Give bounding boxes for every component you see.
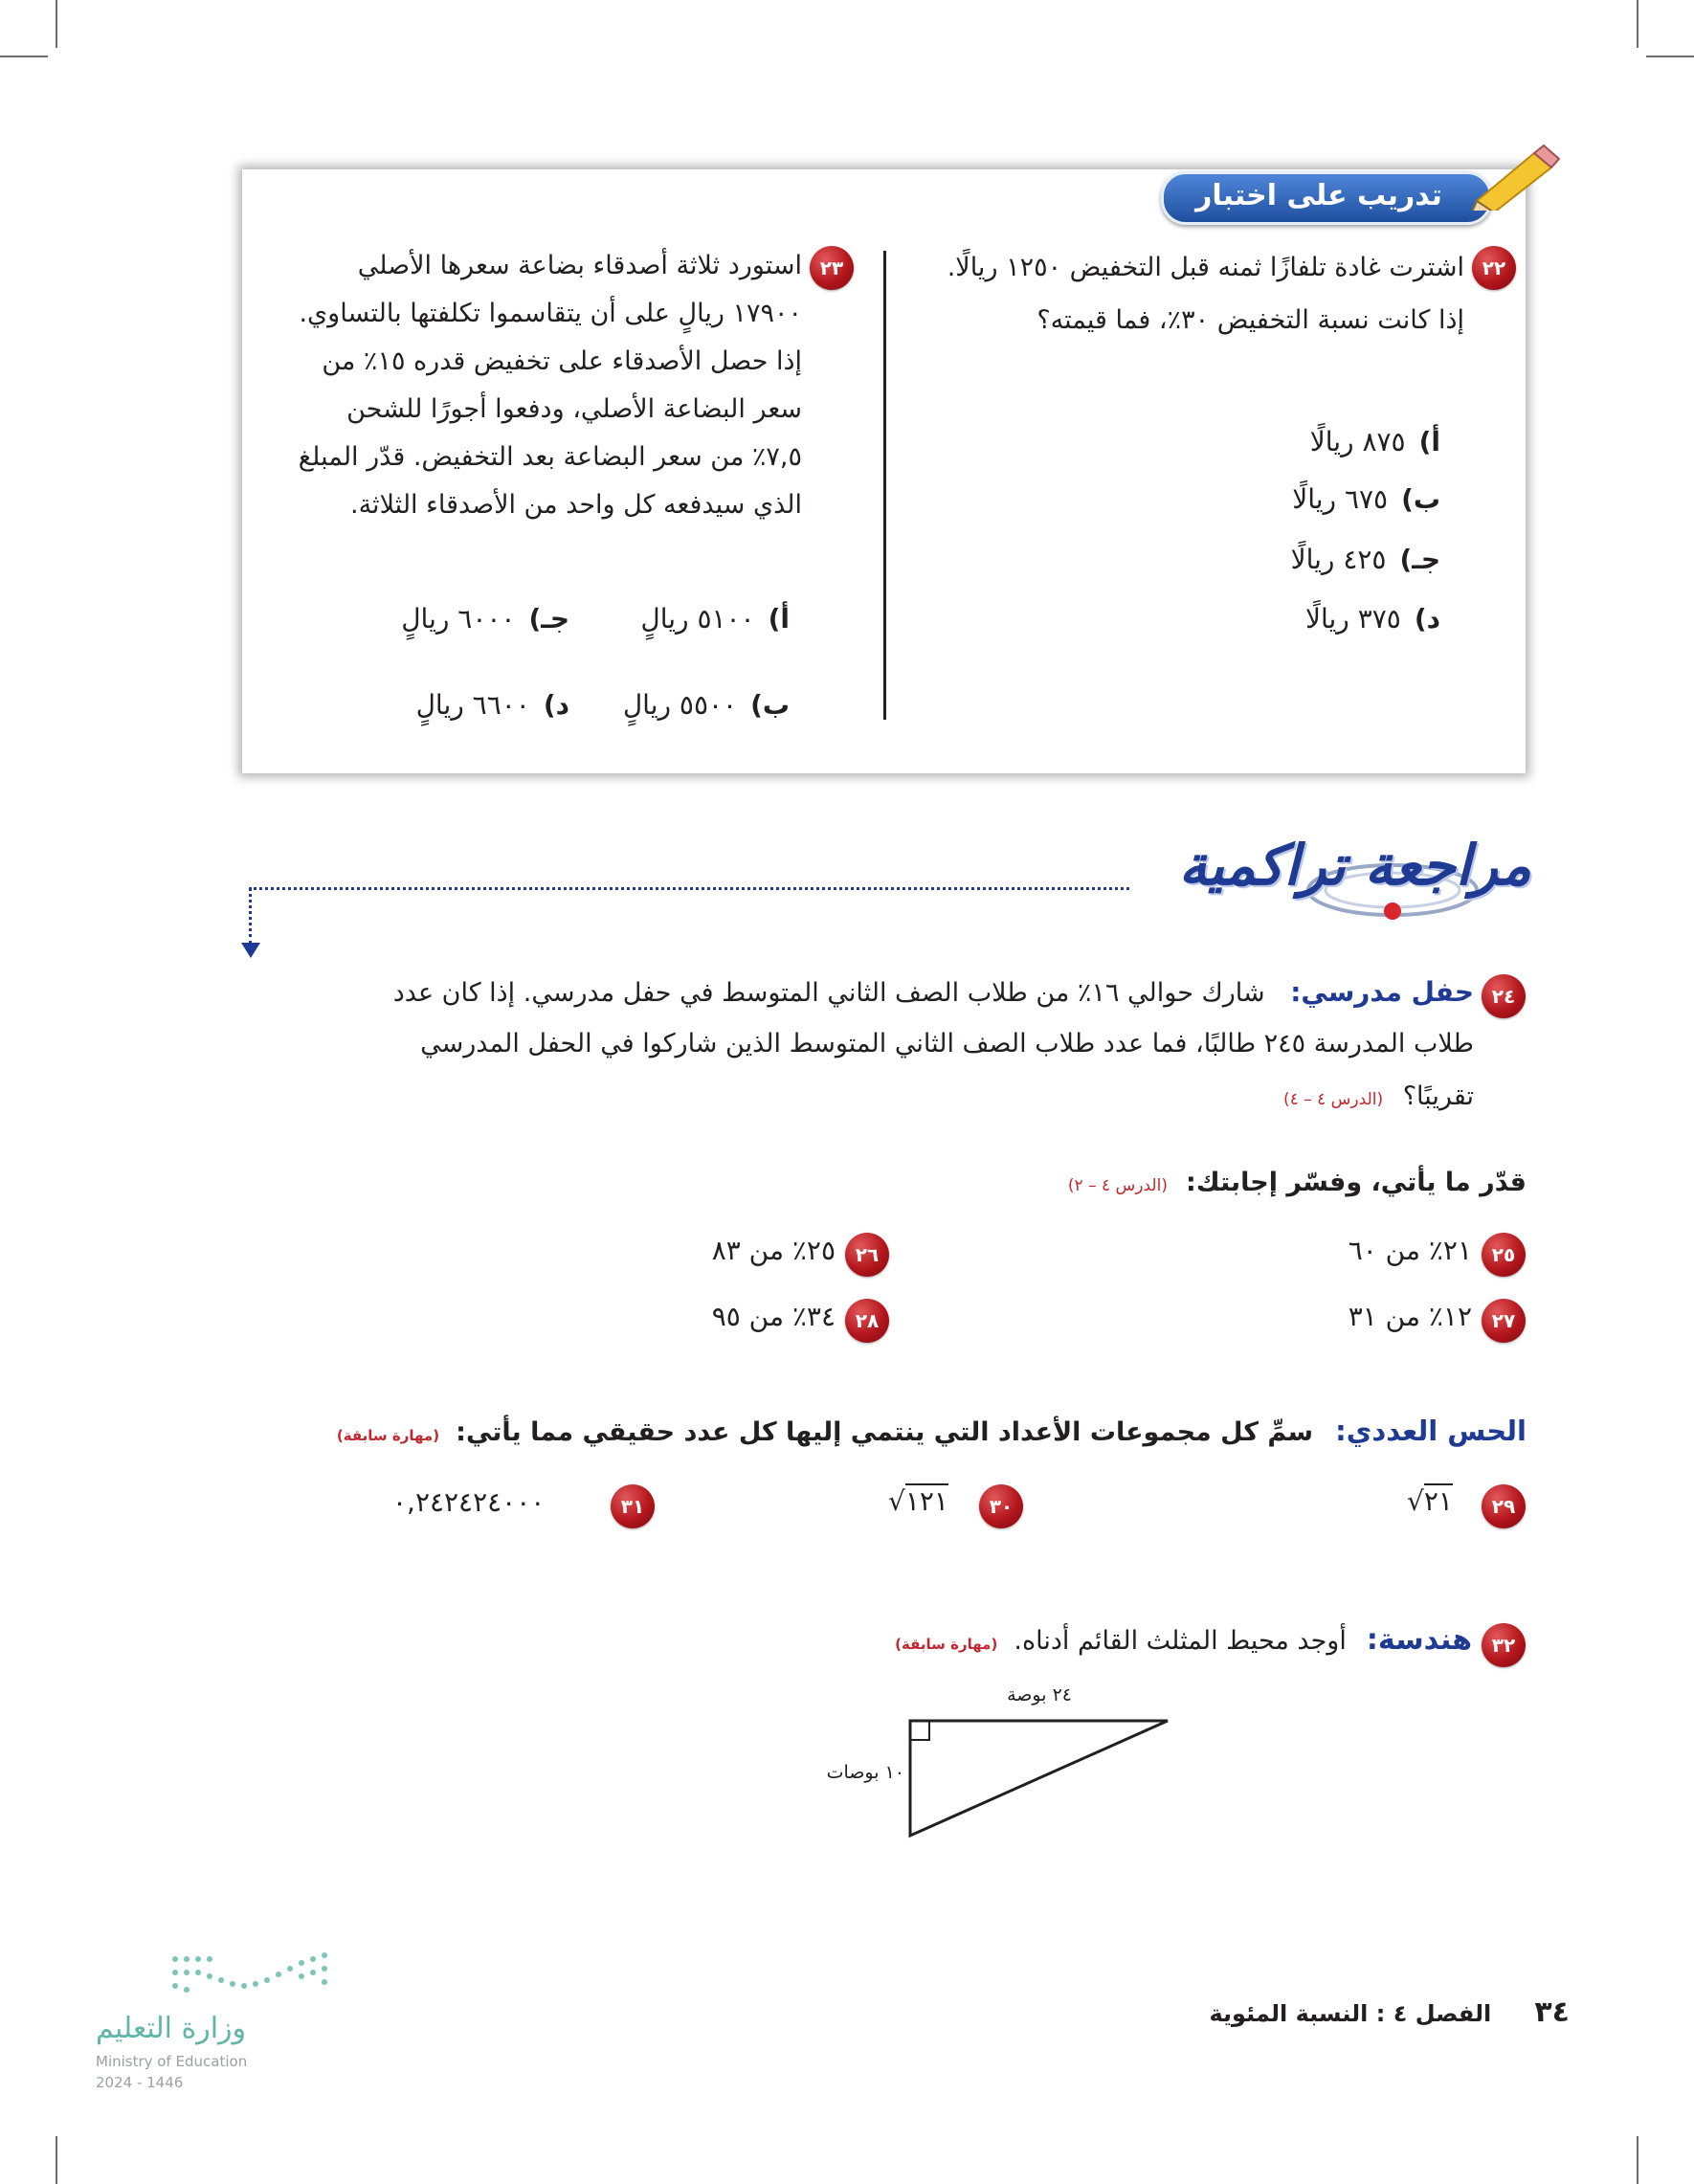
skill-reference: (مهارة سابقة) [895, 1636, 998, 1653]
question-number-badge: ٢٧ [1482, 1299, 1526, 1343]
ministry-name-en: Ministry of Education [96, 2053, 248, 2070]
choice-value: ٣٧٥ ريالًا [1304, 603, 1401, 635]
question-number-badge: ٢٤ [1482, 974, 1526, 1018]
choice-letter: جـ) [1399, 544, 1440, 575]
question-number-badge: ٣١ [611, 1484, 655, 1528]
question-number-badge: ٢٨ [845, 1299, 889, 1343]
test-practice-banner [1161, 167, 1563, 225]
pencil-icon [1467, 144, 1563, 211]
q23-line: ٧,٥٪ من سعر البضاعة بعد التخفيض. قدّر المبلغ [298, 442, 802, 472]
footer-page-info [1168, 1995, 1570, 2029]
q24-line3 [766, 1081, 1474, 1111]
ministry-name-ar: وزارة التعليم [96, 2012, 247, 2045]
q23-line: سعر البضاعة الأصلي، ودفعوا أجورًا للشحن [346, 394, 802, 424]
crop-mark [1646, 56, 1694, 57]
sqrt-radicand: ٢١ [1423, 1485, 1453, 1517]
side-label-left: ١٠ بوصات [826, 1762, 904, 1783]
q24-line1 [325, 976, 1474, 1008]
crop-mark [1637, 0, 1638, 48]
crop-mark [0, 56, 48, 57]
decimal-item: ٠,٢٤٢٤٢٤٠٠٠ [392, 1486, 546, 1518]
number-sense-label: الحس العددي: [1335, 1415, 1527, 1447]
q24-text: شارك حوالي ١٦٪ من طلاب الصف الثاني المتوسط في حفل مدرسي. إذا كان عدد [392, 978, 1265, 1008]
q23-text [256, 242, 802, 529]
choice-letter: أ) [768, 603, 790, 635]
question-number-badge: ٣٠ [979, 1484, 1023, 1528]
choice-value: ٦٦٠٠ ريالٍ [415, 689, 530, 721]
number-sense-row [336, 1415, 1527, 1447]
column-divider [883, 251, 886, 720]
q23-choice-d[interactable] [416, 689, 569, 721]
choice-value: ٦٠٠٠ ريالٍ [401, 603, 516, 635]
q22-line2: إذا كانت نسبة التخفيض ٣٠٪، فما قيمته؟ [1036, 305, 1464, 335]
lesson-reference: (الدرس ٤ – ٢) [1067, 1176, 1168, 1195]
arrow-down-icon [241, 943, 260, 958]
question-number-badge: ٢٣ [810, 246, 854, 290]
choice-letter: د) [543, 689, 569, 721]
q22-choice-d[interactable] [1305, 603, 1440, 635]
choice-letter: ب) [1401, 483, 1440, 515]
lesson-reference: (الدرس ٤ – ٤) [1283, 1090, 1384, 1109]
number-sense-text: سمِّ كل مجموعات الأعداد التي ينتمي إليها كل عدد حقيقي مما يأتي: [456, 1417, 1314, 1447]
q24-text: تقريبًا؟ [1402, 1081, 1474, 1111]
sqrt-item [1407, 1485, 1453, 1517]
question-number-badge: ٢٥ [1482, 1233, 1526, 1277]
ministry-year: 2024 - 1446 [96, 2074, 184, 2091]
choice-letter: أ) [1418, 426, 1440, 457]
chapter-title: الفصل ٤ : النسبة المئوية [1209, 2000, 1492, 2027]
geometry-row [766, 1623, 1472, 1657]
question-number-badge: ٢٩ [1482, 1484, 1526, 1528]
q23-line: ١٧٩٠٠ ريالٍ على أن يتقاسموا تكلفتها بالتساوي. [299, 299, 802, 328]
estimate-item: ٣٤٪ من ٩٥ [711, 1301, 836, 1332]
q24-label: حفل مدرسي: [1290, 976, 1474, 1008]
banner-label: تدريب على اختبار [1195, 179, 1442, 212]
geometry-label: هندسة: [1366, 1623, 1472, 1657]
side-label-top: ٢٤ بوصة [1007, 1684, 1072, 1705]
choice-letter: د) [1414, 603, 1440, 635]
cumulative-review-heading: مراجعة تراكمية [1178, 833, 1531, 898]
question-number-badge: ٢٢ [1472, 246, 1516, 290]
skill-reference: (مهارة سابقة) [336, 1427, 440, 1444]
q23-line: الذي سيدفعه كل واحد من الأصدقاء الثلاثة. [350, 490, 802, 520]
sqrt-item [888, 1485, 948, 1517]
estimate-instruction-row [670, 1168, 1527, 1197]
sqrt-radicand: ١٢١ [904, 1485, 948, 1517]
estimate-item: ١٢٪ من ٣١ [1348, 1301, 1472, 1332]
page-number: ٣٤ [1534, 1995, 1570, 2029]
estimate-item: ٢٥٪ من ٨٣ [711, 1235, 836, 1266]
choice-letter: ب) [750, 689, 790, 721]
crop-mark [56, 0, 57, 48]
right-triangle-diagram [900, 1713, 1187, 1847]
question-number-badge: ٣٢ [1482, 1623, 1526, 1667]
q23-choice-c[interactable] [401, 603, 569, 635]
q23-choice-a[interactable] [640, 603, 790, 635]
estimate-instruction: قدّر ما يأتي، وفسّر إجابتك: [1186, 1168, 1527, 1197]
choice-value: ٦٧٥ ريالًا [1292, 483, 1389, 515]
heading-dotted-line [249, 887, 1129, 890]
geometry-text: أوجد محيط المثلث القائم أدناه. [1014, 1626, 1347, 1656]
sqrt-symbol: √ [1407, 1485, 1424, 1517]
sqrt-symbol: √ [888, 1485, 905, 1517]
q22-choice-b[interactable] [1292, 483, 1440, 515]
estimate-item: ٢١٪ من ٦٠ [1348, 1235, 1472, 1266]
q23-line: إذا حصل الأصدقاء على تخفيض قدره ١٥٪ من [322, 346, 802, 376]
question-number-badge: ٢٦ [845, 1233, 889, 1277]
ministry-logo-icon [167, 1948, 340, 2005]
heading-dotted-line [249, 887, 252, 945]
q22-choice-c[interactable] [1291, 544, 1440, 575]
crop-mark [1637, 2136, 1638, 2184]
q23-choice-b[interactable] [623, 689, 790, 721]
choice-letter: جـ) [528, 603, 569, 635]
crop-mark [56, 2136, 57, 2184]
q24-line2: طلاب المدرسة ٢٤٥ طالبًا، فما عدد طلاب الصف الثاني المتوسط الذين شاركوا في الحفل المدرسي [420, 1029, 1474, 1059]
q22-line1: اشترت غادة تلفازًا ثمنه قبل التخفيض ١٢٥٠ ريالًا. [947, 253, 1464, 282]
q23-line: استورد ثلاثة أصدقاء بضاعة سعرها الأصلي [357, 251, 802, 280]
q22-choice-a[interactable] [1310, 426, 1440, 457]
choice-value: ٥٥٠٠ ريالٍ [622, 689, 738, 721]
choice-value: ٤٢٥ ريالًا [1290, 544, 1387, 575]
choice-value: ٥١٠٠ ريالٍ [640, 603, 755, 635]
choice-value: ٨٧٥ ريالًا [1309, 426, 1406, 457]
